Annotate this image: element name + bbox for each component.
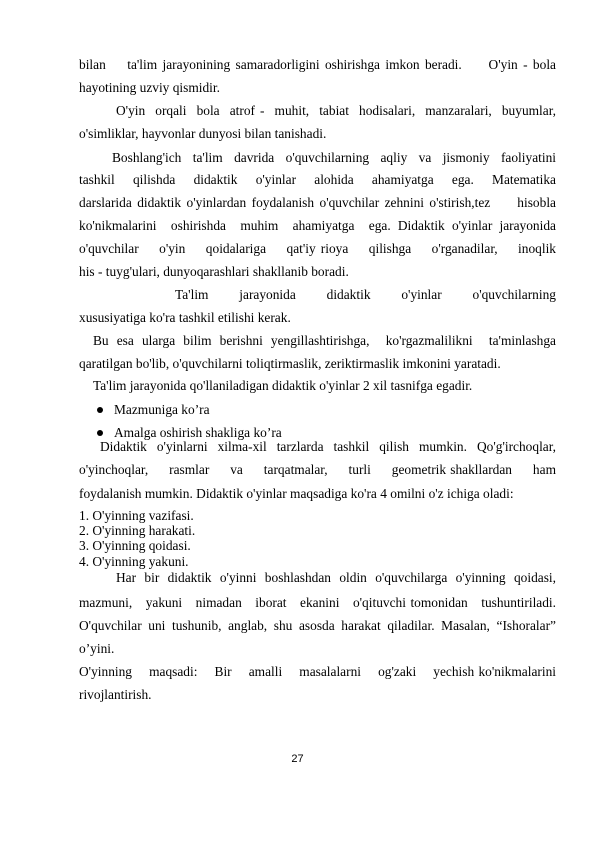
text-line: Didaktik o'yinlarni xilma-xil tarzlarda tashkil qilish mumkin. Qo'g'irchoqlar, [100, 439, 556, 454]
text-line: Bu esa ularga bilim berishni yengillashtirishga, ko'rgazmalilikni ta'minlashga [93, 333, 556, 348]
numbered-item: 3. O'yinning qoidasi. [79, 538, 191, 554]
text-line: foydalanish mumkin. Didaktik o'yinlar maqsadiga ko'ra 4 omilni o'z ichiga oladi: [79, 486, 514, 501]
text-line: rivojlantirish. [79, 687, 152, 702]
text-line: darslarida didaktik o'yinlardan foydalanish o'quvchilar zehnini o'stirish,tez hisobla [79, 195, 556, 210]
text-line: O'yin orqali bola atrof - muhit, tabiat hodisalari, manzaralari, buyumlar, [116, 103, 556, 118]
text-line: Ta'lim jarayonida qo'llaniladigan didaktik o'yinlar 2 xil tasnifga egadir. [93, 378, 473, 393]
text-line: xususiyatiga ko'ra tashkil etilishi kerak. [79, 310, 291, 325]
text-line: o’yini. [79, 641, 115, 656]
bullet-icon [97, 407, 103, 413]
bullet-icon [97, 430, 103, 436]
numbered-item: 4. O'yinning yakuni. [79, 553, 189, 569]
text-line: tashkil qilishda didaktik o'yinlar alohida ahamiyatga ega. Matematika [79, 172, 556, 187]
numbered-item: 1. O'yinning vazifasi. [79, 508, 194, 523]
bullet-item: Amalga oshirish shakliga ko’ra [114, 425, 282, 440]
bullet-item: Mazmuniga ko’ra [114, 402, 210, 417]
numbered-item: 2. O'yinning harakati. [79, 523, 196, 539]
text-line: Har bir didaktik o'yinni boshlashdan oldin o'quvchilarga o'yinning qoidasi, [116, 570, 556, 585]
text-line: Boshlang'ich ta'lim davrida o'quvchilarning aqliy va jismoniy faoliyatini [112, 150, 556, 165]
text-line: O'quvchilar uni tushunib, anglab, shu asosda harakat qiladilar. Masalan, “Ishoralar” [79, 618, 556, 633]
text-line: o'simliklar, hayvonlar dunyosi bilan tanishadi. [79, 126, 327, 141]
text-line: o'quvchilar o'yin qoidalariga qat'iy rioya qilishga o'rganadilar, inoqlik [79, 241, 556, 256]
text-line: ko'nikmalarini oshirishda muhim ahamiyatga ega. Didaktik o'yinlar jarayonida [79, 218, 556, 233]
text-line: mazmuni, yakuni nimadan iborat ekanini o'qituvchi tomonidan tushuntiriladi. [79, 595, 556, 610]
page-number: 27 [291, 753, 304, 765]
text-line: hayotining uzviy qismidir. [79, 80, 220, 95]
text-line: Ta'lim jarayonida didaktik o'yinlar o'quvchilarning [175, 287, 556, 302]
text-line: o'yinchoqlar, rasmlar va tarqatmalar, turli geometrik shakllardan ham [79, 462, 556, 477]
text-line: his - tuyg'ulari, dunyoqarashlari shakllanib boradi. [79, 264, 349, 279]
text-line: qaratilgan bo'lib, o'quvchilarni toliqtirmaslik, zeriktirmaslik imkonini yaratadi. [79, 356, 501, 371]
text-line: bilan ta'lim jarayonining samaradorligini oshirishga imkon beradi. O'yin - bola [79, 57, 556, 72]
text-line: O'yinning maqsadi: Bir amalli masalalarni og'zaki yechish ko'nikmalarini [79, 664, 556, 679]
